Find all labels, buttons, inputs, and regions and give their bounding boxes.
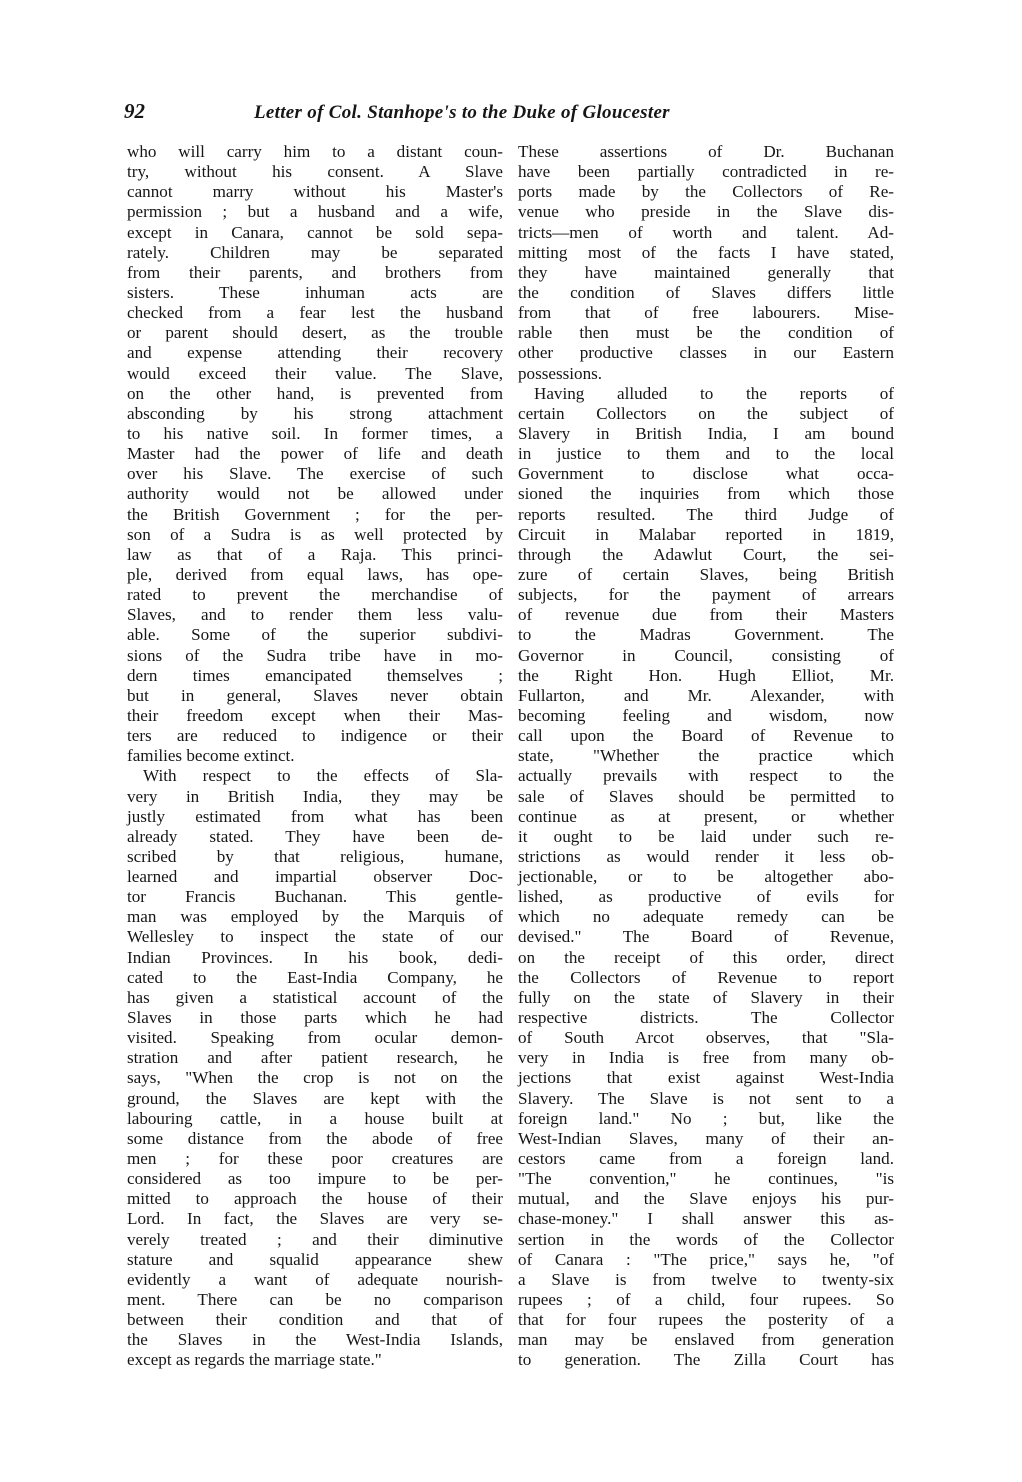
text-line: call upon the Board of Revenue to <box>518 726 894 746</box>
text-line: they have maintained generally that <box>518 262 894 282</box>
text-line: fully on the state of Slavery in their <box>518 987 894 1007</box>
text-line: continue as at present, or whether <box>518 806 894 826</box>
text-line: certain Collectors on the subject of <box>518 403 894 423</box>
text-line: through the Adawlut Court, the sei- <box>518 544 894 564</box>
text-line: over his Slave. The exercise of such <box>127 464 503 484</box>
text-line: stature and squalid appearance shew <box>127 1249 503 1269</box>
text-line: ters are reduced to indigence or their <box>127 726 503 746</box>
text-line: visited. Speaking from ocular demon- <box>127 1028 503 1048</box>
text-line: rupees ; of a child, four rupees. So <box>518 1290 894 1310</box>
text-line: would exceed their value. The Slave, <box>127 363 503 383</box>
text-line: from that of free labourers. Mise- <box>518 303 894 323</box>
text-line: that for four rupees the posterity of a <box>518 1310 894 1330</box>
text-line: cated to the East-India Company, he <box>127 967 503 987</box>
text-line: "The convention," he continues, "is <box>518 1169 894 1189</box>
text-line: Governor in Council, consisting of <box>518 645 894 665</box>
right-text-column <box>518 142 894 1371</box>
text-line: already stated. They have been de- <box>127 826 503 846</box>
text-line: reports resulted. The third Judge of <box>518 504 894 524</box>
text-line: but in general, Slaves never obtain <box>127 685 503 705</box>
text-line: subjects, for the payment of arrears <box>518 585 894 605</box>
text-line: venue who preside in the Slave dis- <box>518 202 894 222</box>
text-line: who will carry him to a distant coun- <box>127 142 503 161</box>
text-line: jectionable, or to be altogether abo- <box>518 867 894 887</box>
text-line: tricts—men of worth and talent. Ad- <box>518 222 894 242</box>
text-line: the British Government ; for the per- <box>127 504 503 524</box>
text-line: dern times emancipated themselves ; <box>127 665 503 685</box>
text-line: lished, as productive of evils for <box>518 887 894 907</box>
page-number: 92 <box>124 99 145 123</box>
text-line: mitting most of the facts I have stated, <box>518 242 894 262</box>
text-line: zure of certain Slaves, being British <box>518 564 894 584</box>
text-line: foreign land." No ; but, like the <box>518 1108 894 1128</box>
text-line: devised." The Board of Revenue, <box>518 927 894 947</box>
text-line: to his native soil. In former times, a <box>127 423 503 443</box>
text-line: from their parents, and brothers from <box>127 262 503 282</box>
text-line: stration and after patient research, he <box>127 1048 503 1068</box>
text-line: very in British India, they may be <box>127 786 503 806</box>
text-line: to generation. The Zilla Court has <box>518 1350 894 1370</box>
text-line: to the Madras Government. The <box>518 625 894 645</box>
text-line: law as that of a Raja. This princi- <box>127 544 503 564</box>
text-line: strictions as would render it less ob- <box>518 846 894 866</box>
text-line: the condition of Slaves differs little <box>518 282 894 302</box>
text-line: verely treated ; and their diminutive <box>127 1229 503 1249</box>
text-line: of revenue due from their Masters <box>518 605 894 625</box>
text-line: men ; for these poor creatures are <box>127 1149 503 1169</box>
text-line: man may be enslaved from generation <box>518 1330 894 1350</box>
text-line: or parent should desert, as the trouble <box>127 323 503 343</box>
text-line: considered as too impure to be per- <box>127 1169 503 1189</box>
text-line: of South Arcot observes, that "Sla- <box>518 1028 894 1048</box>
text-line: families become extinct. <box>127 746 295 766</box>
text-line: sioned the inquiries from which those <box>518 484 894 504</box>
text-line: Wellesley to inspect the state of our <box>127 927 503 947</box>
text-line: rable then must be the condition of <box>518 323 894 343</box>
text-line: state, "Whether the practice which <box>518 746 894 766</box>
text-line: other productive classes in our Eastern <box>518 343 894 363</box>
text-line: jections that exist against West-India <box>518 1068 894 1088</box>
text-line: Slavery. The Slave is not sent to a <box>518 1088 894 1108</box>
text-line: says, "When the crop is not on the <box>127 1068 503 1088</box>
text-line: able. Some of the superior subdivi- <box>127 625 503 645</box>
text-line: labouring cattle, in a house built at <box>127 1108 503 1128</box>
text-line: on the other hand, is prevented from <box>127 383 503 403</box>
text-line: Slaves, and to render them less valu- <box>127 605 503 625</box>
text-line: rated to prevent the merchandise of <box>127 585 503 605</box>
text-line: the Collectors of Revenue to report <box>518 967 894 987</box>
text-line: authority would not be allowed under <box>127 484 503 504</box>
text-line: it ought to be laid under such re- <box>518 826 894 846</box>
text-line: sertion in the words of the Collector <box>518 1229 894 1249</box>
text-line: a Slave is from twelve to twenty-six <box>518 1269 894 1289</box>
text-line: between their condition and that of <box>127 1310 503 1330</box>
text-line: the Slaves in the West-India Islands, <box>127 1330 503 1350</box>
text-line: mitted to approach the house of their <box>127 1189 503 1209</box>
text-line: Slavery in British India, I am bound <box>518 423 894 443</box>
text-line: Master had the power of life and death <box>127 444 503 464</box>
text-line: rately. Children may be separated <box>127 242 503 262</box>
text-line: try, without his consent. A Slave <box>127 162 503 182</box>
text-line: ment. There can be no comparison <box>127 1290 503 1310</box>
text-line: chase-money." I shall answer this as- <box>518 1209 894 1229</box>
text-line: mutual, and the Slave enjoys his pur- <box>518 1189 894 1209</box>
text-line: absconding by his strong attachment <box>127 403 503 423</box>
text-line: on the receipt of this order, direct <box>518 947 894 967</box>
text-line: Having alluded to the reports of <box>534 383 894 403</box>
left-text-column <box>127 142 503 1371</box>
text-line: possessions. <box>518 363 603 383</box>
text-line: Indian Provinces. In his book, dedi- <box>127 947 503 967</box>
text-line: checked from a fear lest the husband <box>127 303 503 323</box>
text-line: very in India is free from many ob- <box>518 1048 894 1068</box>
text-line: of Canara : "The price," says he, "of <box>518 1249 894 1269</box>
text-line: son of a Sudra is as well protected by <box>127 524 503 544</box>
text-line: respective districts. The Collector <box>518 1008 894 1028</box>
text-line: except as regards the marriage state." <box>127 1350 382 1370</box>
text-line: in justice to them and to the local <box>518 444 894 464</box>
text-line: tor Francis Buchanan. This gentle- <box>127 887 503 907</box>
text-line: have been partially contradicted in re- <box>518 162 894 182</box>
text-line: West-Indian Slaves, many of their an- <box>518 1128 894 1148</box>
text-line: justly estimated from what has been <box>127 806 503 826</box>
text-line: sions of the Sudra tribe have in mo- <box>127 645 503 665</box>
text-line: With respect to the effects of Sla- <box>143 766 503 786</box>
text-line: Circuit in Malabar reported in 1819, <box>518 524 894 544</box>
text-line: Fullarton, and Mr. Alexander, with <box>518 685 894 705</box>
text-line: cannot marry without his Master's <box>127 182 503 202</box>
text-line: Slaves in those parts which he had <box>127 1008 503 1028</box>
text-line: cestors came from a foreign land. <box>518 1149 894 1169</box>
text-line: Government to disclose what occa- <box>518 464 894 484</box>
text-line: Lord. In fact, the Slaves are very se- <box>127 1209 503 1229</box>
text-line: evidently a want of adequate nourish- <box>127 1269 503 1289</box>
text-line: learned and impartial observer Doc- <box>127 867 503 887</box>
text-line: and expense attending their recovery <box>127 343 503 363</box>
text-line: sale of Slaves should be permitted to <box>518 786 894 806</box>
text-line: except in Canara, cannot be sold sepa- <box>127 222 503 242</box>
text-line: These assertions of Dr. Buchanan <box>518 142 894 161</box>
text-line: has given a statistical account of the <box>127 987 503 1007</box>
text-line: man was employed by the Marquis of <box>127 907 503 927</box>
text-line: sisters. These inhuman acts are <box>127 282 503 302</box>
text-line: which no adequate remedy can be <box>518 907 894 927</box>
text-line: ple, derived from equal laws, has ope- <box>127 564 503 584</box>
text-line: actually prevails with respect to the <box>518 766 894 786</box>
text-line: the Right Hon. Hugh Elliot, Mr. <box>518 665 894 685</box>
text-line: scribed by that religious, humane, <box>127 846 503 866</box>
text-line: some distance from the abode of free <box>127 1128 503 1148</box>
text-line: permission ; but a husband and a wife, <box>127 202 503 222</box>
text-line: becoming feeling and wisdom, now <box>518 705 894 725</box>
text-line: ports made by the Collectors of Re- <box>518 182 894 202</box>
running-title: Letter of Col. Stanhope's to the Duke of Gloucester <box>254 102 670 123</box>
text-line: ground, the Slaves are kept with the <box>127 1088 503 1108</box>
text-line: their freedom except when their Mas- <box>127 705 503 725</box>
